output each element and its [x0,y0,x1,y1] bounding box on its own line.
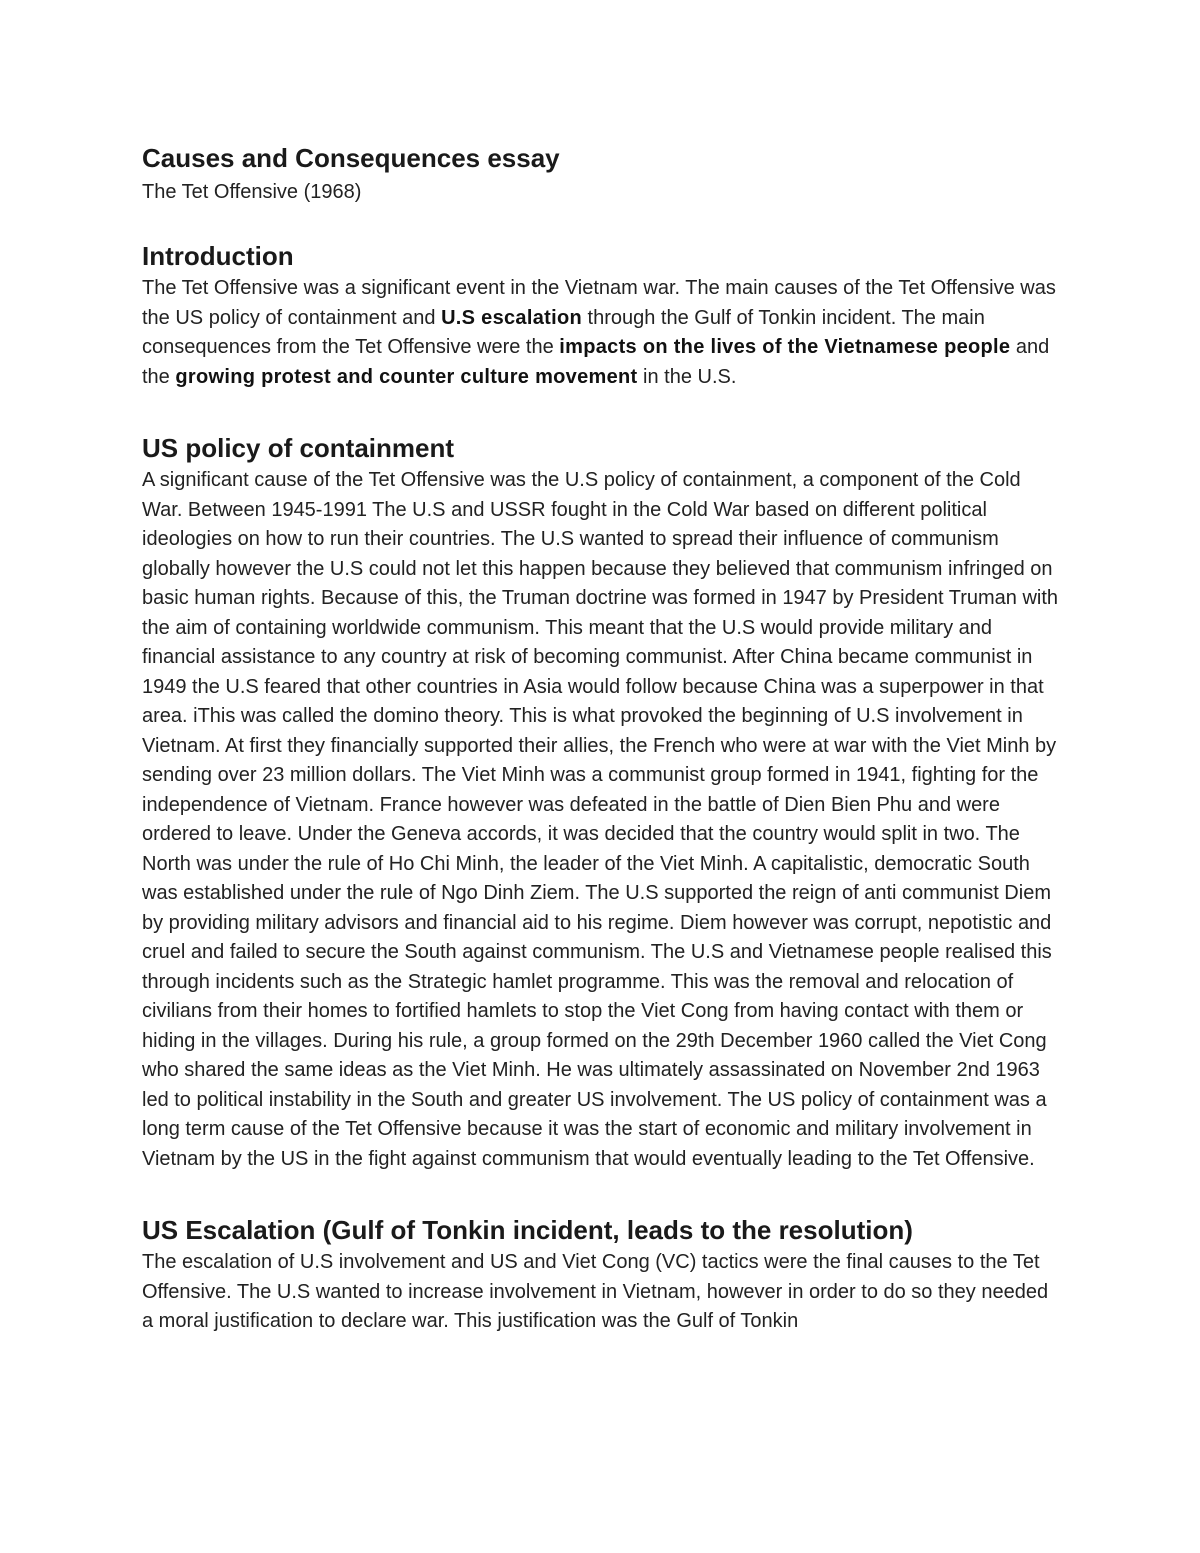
containment-paragraph: A significant cause of the Tet Offensive was the U.S policy of containment, a component of the Cold War. Between 1945-1991 The U.S and USSR fought in the Cold War based on different political ideologies on how to run their countries. The U.S wanted to spread their influence of communism globally however the U.S could not let this happen because they believed that communism infringed on basic human rights. Because of this, the Truman doctrine was formed in 1947 by President Truman with the aim of containing worldwide communism. This meant that the U.S would provide military and financial assistance to any country at risk of becoming communist. After China became communist in 1949 the U.S feared that other countries in Asia would follow because China was a superpower in that area. iThis was called the domino theory. This is what provoked the beginning of U.S involvement in Vietnam. At first they financially supported their allies, the French who were at war with the Viet Minh by sending over 23 million dollars. The Viet Minh was a communist group formed in 1941, fighting for the independence of Vietnam. France however was defeated in the battle of Dien Bien Phu and were ordered to leave. Under the Geneva accords, it was decided that the country would split in two. The North was under the rule of Ho Chi Minh, the leader of the Viet Minh. A capitalistic, democratic South was established under the rule of Ngo Dinh Ziem. The U.S supported the reign of anti communist Diem by providing military advisors and financial aid to his regime. Diem however was corrupt, nepotistic and cruel and failed to secure the South against communism. The U.S and Vietnamese people realised this through incidents such as the Strategic hamlet programme. This was the removal and relocation of civilians from their homes to fortified hamlets to stop the Viet Cong from having contact with them or hiding in the villages. During his rule, a group formed on the 29th December 1960 called the Viet Cong who shared the same ideas as the Viet Minh. He was ultimately assassinated on November 2nd 1963 led to political instability in the South and greater US involvement. The US policy of containment was a long term cause of the Tet Offensive because it was the start of economic and military involvement in Vietnam by the US in the fight against communism that would eventually leading to the Tet Offensive. [142,469,1059,1170]
intro-text-4: in the U.S. [637,365,737,388]
escalation-heading: US Escalation (Gulf of Tonkin incident, leads to the resolution) [142,1215,913,1245]
containment-heading: US policy of containment [142,433,455,463]
document-page [142,140,1062,1337]
intro-text-1: The Tet Offensive was a significant event in the Vietnam war. The main causes of the Tet Offensive was the US policy of containment and [142,277,1056,329]
escalation-paragraph: The escalation of U.S involvement and US and Viet Cong (VC) tactics were the final causes to the Tet Offensive. The U.S wanted to increase involvement in Vietnam, however in order to do so they needed a moral justification to declare war. This justification was the Gulf of Tonkin [142,1251,1049,1332]
document-title: Causes and Consequences essay [142,143,560,173]
intro-bold-protest: growing protest and counter culture movement [175,365,638,388]
introduction-heading: Introduction [142,241,294,271]
intro-bold-us-escalation: U.S escalation [441,306,582,329]
introduction-paragraph [142,274,1062,392]
intro-text-3: and the [142,336,1050,388]
document-subtitle: The Tet Offensive (1968) [142,181,362,203]
intro-bold-impacts: impacts on the lives of the Vietnamese people [559,336,1011,358]
intro-text-2: through the Gulf of Tonkin incident. The main consequences from the Tet Offensive were the [142,306,985,358]
